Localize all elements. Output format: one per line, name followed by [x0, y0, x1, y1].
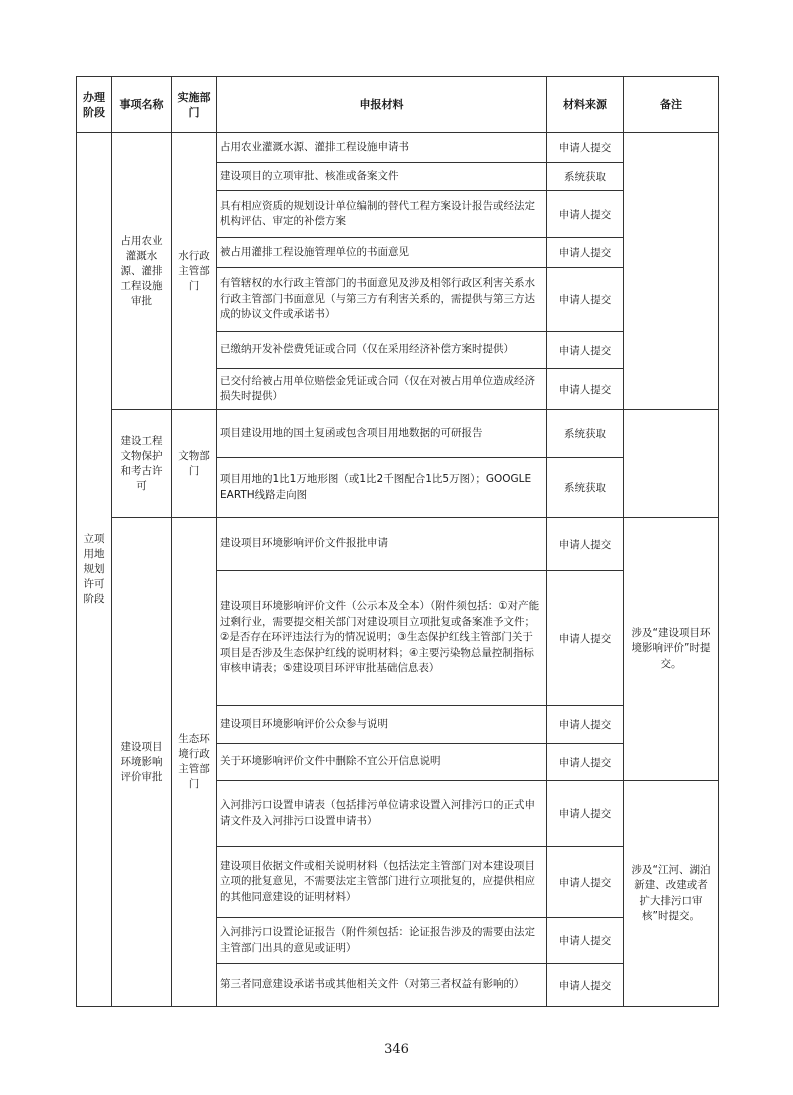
item-cell: 建设项目环境影响评价审批 [112, 518, 172, 1007]
source-cell: 申请人提交 [547, 518, 624, 571]
header-source: 材料来源 [547, 77, 624, 133]
header-stage: 办理阶段 [77, 77, 112, 133]
material-cell: 有管辖权的水行政主管部门的书面意见及涉及相邻行政区利害关系水行政主管部门书面意见（与第三方有利害关系的，需提供与第三方达成的协议文件或承诺书） [217, 268, 547, 332]
dept-cell: 生态环境行政主管部门 [172, 518, 217, 1007]
source-cell: 申请人提交 [547, 133, 624, 163]
stage-cell: 立项用地规划许可阶段 [77, 133, 112, 1007]
note-cell-empty [624, 410, 719, 518]
note-cell-outfall: 涉及“江河、湖泊新建、改建或者扩大排污口审核”时提交。 [624, 781, 719, 1007]
header-material: 申报材料 [217, 77, 547, 133]
source-cell: 系统获取 [547, 458, 624, 518]
source-cell: 系统获取 [547, 410, 624, 458]
page-number: 346 [384, 1042, 409, 1057]
material-cell: 关于环境影响评价文件中删除不宜公开信息说明 [217, 744, 547, 781]
item-cell: 建设工程文物保护和考古许可 [112, 410, 172, 518]
dept-cell: 文物部门 [172, 410, 217, 518]
material-cell: 入河排污口设置申请表（包括排污单位请求设置入河排污口的正式申请文件及入河排污口设置申请书） [217, 781, 547, 847]
table-row [77, 133, 719, 163]
material-cell: 项目用地的1比1万地形图（或1比2千图配合1比5万图）；GOOGLE EARTH线路走向图 [217, 458, 547, 518]
source-cell: 申请人提交 [547, 238, 624, 268]
source-cell: 申请人提交 [547, 847, 624, 918]
source-cell: 申请人提交 [547, 781, 624, 847]
material-cell: 项目建设用地的国土复函或包含项目用地数据的可研报告 [217, 410, 547, 458]
table-header-row [77, 77, 719, 133]
material-cell: 入河排污口设置论证报告（附件须包括：论证报告涉及的需要由法定主管部门出具的意见或证明） [217, 918, 547, 964]
note-cell-eia: 涉及“建设项目环境影响评价”时提交。 [624, 518, 719, 781]
table-row [77, 410, 719, 458]
material-cell: 具有相应资质的规划设计单位编制的替代工程方案设计报告或经法定机构评估、审定的补偿方案 [217, 191, 547, 238]
header-note: 备注 [624, 77, 719, 133]
material-cell: 已交付给被占用单位赔偿金凭证或合同（仅在对被占用单位造成经济损失时提供） [217, 369, 547, 410]
source-cell: 申请人提交 [547, 918, 624, 964]
header-dept: 实施部门 [172, 77, 217, 133]
table-row [77, 518, 719, 571]
item-cell: 占用农业灌溉水源、灌排工程设施审批 [112, 133, 172, 410]
material-cell: 被占用灌排工程设施管理单位的书面意见 [217, 238, 547, 268]
source-cell: 申请人提交 [547, 191, 624, 238]
source-cell: 申请人提交 [547, 571, 624, 706]
note-cell-empty [624, 133, 719, 410]
source-cell: 申请人提交 [547, 744, 624, 781]
material-cell: 建设项目依据文件或相关说明材料（包括法定主管部门对本建设项目立项的批复意见，不需要法定主管部门进行立项批复的，应提供相应的其他同意建设的证明材料） [217, 847, 547, 918]
source-cell: 申请人提交 [547, 332, 624, 369]
source-cell: 申请人提交 [547, 268, 624, 332]
header-item: 事项名称 [112, 77, 172, 133]
material-cell: 建设项目环境影响评价文件（公示本及全本）（附件须包括：①对产能过剩行业，需要提交相关部门对建设项目立项批复或备案准予文件；②是否存在环评违法行为的情况说明；③生态保护红线主管部门关于项目是否涉及生态保护红线的说明材料；④主要污染物总量控制指标审核申请表；⑤建设项目环评审批基础信息表） [217, 571, 547, 706]
dept-cell: 水行政主管部门 [172, 133, 217, 410]
source-cell: 申请人提交 [547, 964, 624, 1007]
material-cell: 第三者同意建设承诺书或其他相关文件（对第三者权益有影响的） [217, 964, 547, 1007]
material-cell: 占用农业灌溉水源、灌排工程设施申请书 [217, 133, 547, 163]
source-cell: 系统获取 [547, 163, 624, 191]
source-cell: 申请人提交 [547, 706, 624, 744]
material-cell: 已缴纳开发补偿费凭证或合同（仅在采用经济补偿方案时提供） [217, 332, 547, 369]
source-cell: 申请人提交 [547, 369, 624, 410]
material-cell: 建设项目的立项审批、核准或备案文件 [217, 163, 547, 191]
material-cell: 建设项目环境影响评价文件报批申请 [217, 518, 547, 571]
application-materials-table [76, 76, 719, 1007]
material-cell: 建设项目环境影响评价公众参与说明 [217, 706, 547, 744]
